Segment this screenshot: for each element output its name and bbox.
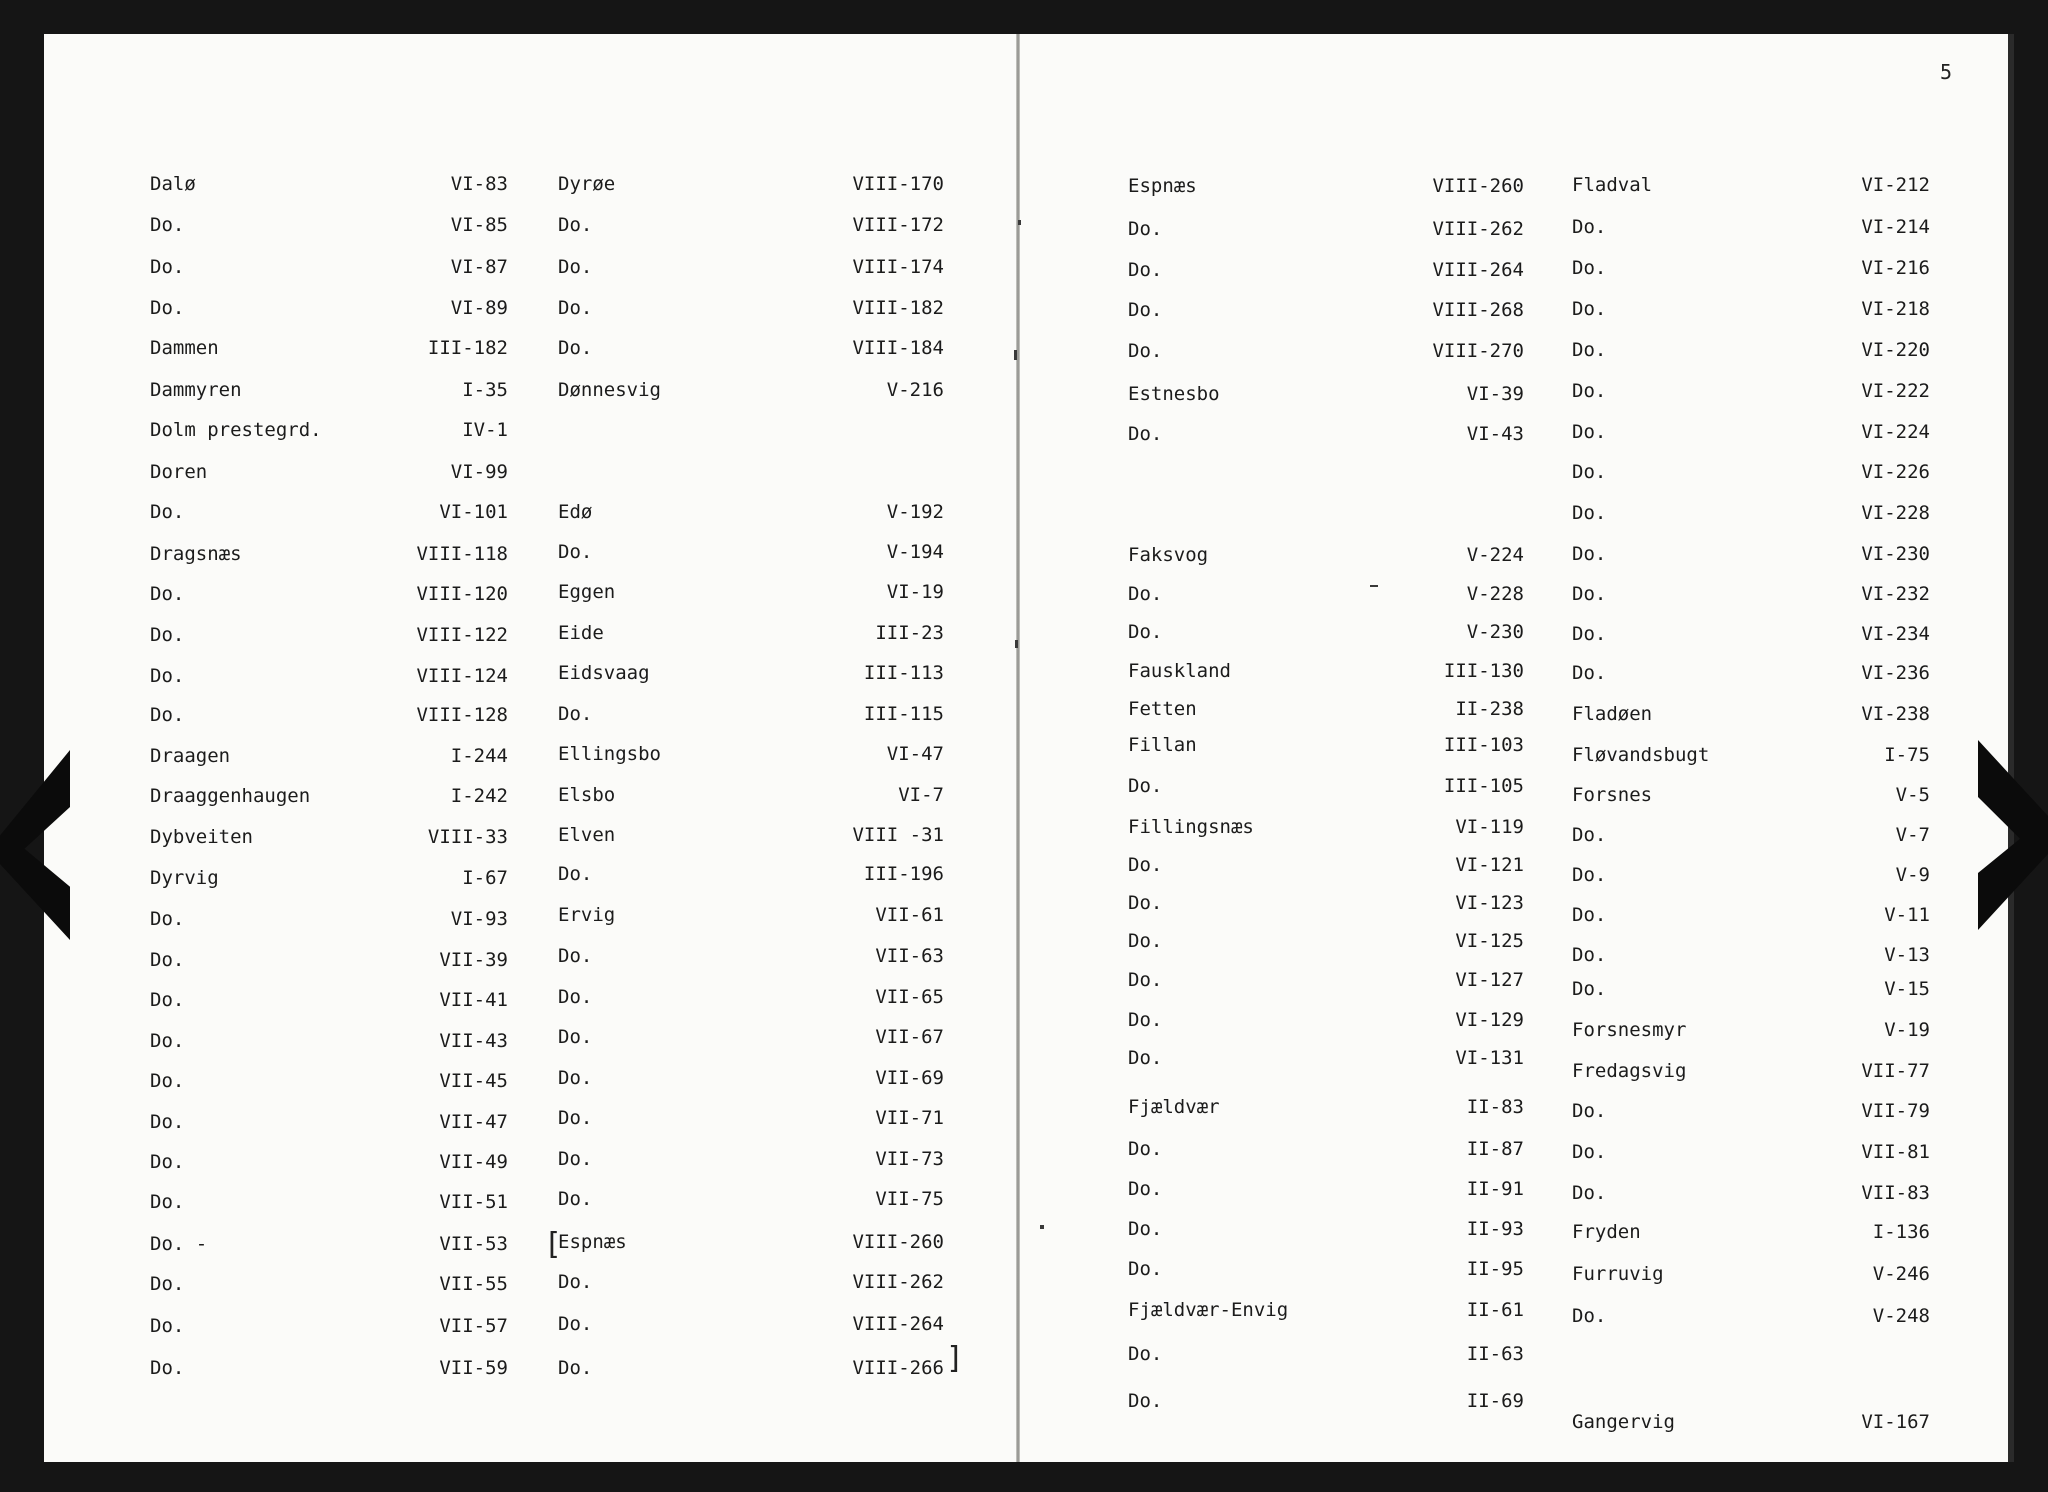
entry-reference: VIII -31 <box>852 824 944 846</box>
entry-place-name: Eidsvaag <box>558 662 650 684</box>
entry-reference: III-196 <box>863 863 944 885</box>
entry-reference: V-192 <box>886 501 944 523</box>
entry-reference: II-61 <box>1466 1299 1524 1321</box>
entry-place-name: Do. <box>1572 978 1607 1000</box>
entry-place-name: Do. <box>558 214 593 236</box>
entry-reference: V-9 <box>1895 864 1930 886</box>
entry-place-name: Do. <box>150 1357 185 1379</box>
entry-place-name: Eggen <box>558 581 616 603</box>
entry-reference: V-224 <box>1466 544 1524 566</box>
entry-place-name: Do. <box>558 1026 593 1048</box>
entry-place-name: Dønnesvig <box>558 379 661 401</box>
entry-place-name: Do. <box>1128 218 1163 240</box>
entry-place-name: Do. <box>1128 775 1163 797</box>
speck <box>1015 640 1018 648</box>
entry-reference: I-67 <box>462 867 508 889</box>
entry-reference: V-248 <box>1872 1305 1930 1327</box>
entry-reference: VII-49 <box>439 1151 508 1173</box>
entry-place-name: Do. <box>1572 1182 1607 1204</box>
entry-place-name: Fetten <box>1128 698 1197 720</box>
entry-reference: VII-39 <box>439 949 508 971</box>
entry-reference: VI-99 <box>450 461 508 483</box>
entry-reference: VII-51 <box>439 1191 508 1213</box>
entry-reference: V-15 <box>1884 978 1930 1000</box>
entry-reference: VIII-266 <box>852 1357 944 1379</box>
entry-reference: VIII-172 <box>852 214 944 236</box>
entry-reference: V-194 <box>886 541 944 563</box>
entry-place-name: Do. <box>150 949 185 971</box>
entry-place-name: Do. <box>1128 1343 1163 1365</box>
entry-reference: VII-79 <box>1861 1100 1930 1122</box>
entry-reference: I-35 <box>462 379 508 401</box>
entry-place-name: Draaggenhaugen <box>150 785 311 807</box>
entry-reference: VI-89 <box>450 297 508 319</box>
entry-reference: VI-39 <box>1466 383 1524 405</box>
entry-place-name: Do. <box>1572 461 1607 483</box>
entry-place-name: Do. <box>1128 1178 1163 1200</box>
entry-place-name: Do. <box>150 214 185 236</box>
entry-reference: VII-67 <box>875 1026 944 1048</box>
entry-reference: VI-47 <box>886 743 944 765</box>
entry-place-name: Elven <box>558 824 616 846</box>
entry-reference: III-130 <box>1443 660 1524 682</box>
entry-place-name: Do. <box>150 1315 185 1337</box>
entry-reference: VIII-122 <box>416 624 508 646</box>
entry-place-name: Do. <box>558 1107 593 1129</box>
entry-place-name: Do. <box>1128 340 1163 362</box>
entry-place-name: Do. <box>1128 1218 1163 1240</box>
page-edge <box>2008 34 2014 1462</box>
speck <box>1014 350 1017 360</box>
entry-place-name: Dyrøe <box>558 173 616 195</box>
entry-place-name: Do. <box>1572 944 1607 966</box>
entry-place-name: Estnesbo <box>1128 383 1220 405</box>
entry-reference: VII-43 <box>439 1030 508 1052</box>
entry-reference: VII-73 <box>875 1148 944 1170</box>
entry-reference: VII-57 <box>439 1315 508 1337</box>
entry-reference: II-69 <box>1466 1390 1524 1412</box>
entry-place-name: Fladval <box>1572 174 1653 196</box>
entry-reference: I-244 <box>450 745 508 767</box>
entry-place-name: Forsnes <box>1572 784 1653 806</box>
entry-reference: VIII-184 <box>852 337 944 359</box>
entry-place-name: Do. <box>1128 583 1163 605</box>
entry-reference: VI-43 <box>1466 423 1524 445</box>
entry-place-name: Gangervig <box>1572 1411 1675 1433</box>
entry-place-name: Do. <box>558 945 593 967</box>
entry-reference: III-103 <box>1443 734 1524 756</box>
speck <box>1040 1225 1044 1229</box>
entry-place-name: Fillan <box>1128 734 1197 756</box>
entry-reference: V-230 <box>1466 621 1524 643</box>
entry-reference: VI-218 <box>1861 298 1930 320</box>
entry-place-name: Do. <box>150 908 185 930</box>
entry-place-name: Do. <box>150 624 185 646</box>
entry-place-name: Do. <box>150 583 185 605</box>
entry-place-name: Do. <box>1128 1390 1163 1412</box>
entry-reference: V-19 <box>1884 1019 1930 1041</box>
entry-place-name: Do. <box>1128 259 1163 281</box>
entry-reference: VIII-33 <box>427 826 508 848</box>
entry-place-name: Do. <box>558 1188 593 1210</box>
entry-reference: II-91 <box>1466 1178 1524 1200</box>
entry-reference: VIII-262 <box>852 1271 944 1293</box>
entry-place-name: Do. <box>1572 1305 1607 1327</box>
entry-place-name: Fladøen <box>1572 703 1653 725</box>
entry-reference: II-63 <box>1466 1343 1524 1365</box>
entry-reference: I-136 <box>1872 1221 1930 1243</box>
entry-reference: VI-232 <box>1861 583 1930 605</box>
entry-reference: VI-234 <box>1861 623 1930 645</box>
entry-reference: VIII-170 <box>852 173 944 195</box>
entry-reference: VIII-268 <box>1432 299 1524 321</box>
entry-reference: VII-83 <box>1861 1182 1930 1204</box>
entry-place-name: Do. <box>150 256 185 278</box>
entry-reference: VI-131 <box>1455 1047 1524 1069</box>
entry-place-name: Do. <box>1128 930 1163 952</box>
entry-reference: VII-47 <box>439 1111 508 1133</box>
entry-place-name: Do. <box>1572 623 1607 645</box>
speck <box>1018 220 1021 225</box>
entry-reference: VII-53 <box>439 1233 508 1255</box>
entry-place-name: Eide <box>558 622 604 644</box>
entry-place-name: Do. <box>150 1111 185 1133</box>
entry-place-name: Do. <box>558 1271 593 1293</box>
entry-place-name: Do. <box>558 541 593 563</box>
entry-place-name: Do. <box>1128 423 1163 445</box>
entry-reference: VIII-118 <box>416 543 508 565</box>
entry-reference: VI-83 <box>450 173 508 195</box>
entry-place-name: Do. <box>1572 824 1607 846</box>
page-number: 5 <box>1940 60 1953 84</box>
entry-reference: III-105 <box>1443 775 1524 797</box>
entry-place-name: Do. <box>1572 583 1607 605</box>
entry-reference: VI-220 <box>1861 339 1930 361</box>
entry-reference: VII-81 <box>1861 1141 1930 1163</box>
entry-place-name: Do. <box>1572 380 1607 402</box>
entry-reference: VI-119 <box>1455 816 1524 838</box>
entry-place-name: Do. <box>558 1357 593 1379</box>
entry-reference: II-238 <box>1455 698 1524 720</box>
entry-reference: II-83 <box>1466 1096 1524 1118</box>
entry-reference: II-93 <box>1466 1218 1524 1240</box>
entry-reference: VII-61 <box>875 904 944 926</box>
entry-reference: VIII-264 <box>852 1313 944 1335</box>
entry-place-name: Fillingsnæs <box>1128 816 1254 838</box>
entry-place-name: Dyrvig <box>150 867 219 889</box>
entry-place-name: Do. - <box>150 1233 208 1255</box>
entry-reference: VIII-124 <box>416 665 508 687</box>
entry-reference: VI-85 <box>450 214 508 236</box>
entry-place-name: Do. <box>150 989 185 1011</box>
entry-reference: VI-129 <box>1455 1009 1524 1031</box>
entry-place-name: Dybveiten <box>150 826 253 848</box>
entry-reference: VIII-128 <box>416 704 508 726</box>
entry-reference: VIII-264 <box>1432 259 1524 281</box>
entry-place-name: Do. <box>1128 892 1163 914</box>
entry-place-name: Do. <box>1128 299 1163 321</box>
entry-reference: I-75 <box>1884 744 1930 766</box>
entry-reference: VI-125 <box>1455 930 1524 952</box>
entry-reference: VII-69 <box>875 1067 944 1089</box>
speck <box>1370 585 1378 587</box>
entry-place-name: Do. <box>1128 1009 1163 1031</box>
entry-place-name: Do. <box>558 1313 593 1335</box>
entry-reference: VIII-174 <box>852 256 944 278</box>
entry-place-name: Do. <box>1572 257 1607 279</box>
entry-reference: VIII-120 <box>416 583 508 605</box>
entry-reference: VI-236 <box>1861 662 1930 684</box>
entry-place-name: Do. <box>150 1151 185 1173</box>
entry-reference: VII-65 <box>875 986 944 1008</box>
entry-place-name: Do. <box>1572 216 1607 238</box>
entry-reference: VI-87 <box>450 256 508 278</box>
entry-place-name: Dammen <box>150 337 219 359</box>
entry-place-name: Do. <box>558 256 593 278</box>
entry-reference: VIII-182 <box>852 297 944 319</box>
entry-place-name: Do. <box>150 1191 185 1213</box>
entry-reference: VIII-260 <box>852 1231 944 1253</box>
entry-place-name: Do. <box>1572 904 1607 926</box>
entry-place-name: Do. <box>150 297 185 319</box>
entry-place-name: Espnæs <box>1128 175 1197 197</box>
entry-place-name: Do. <box>558 337 593 359</box>
entry-place-name: Do. <box>1572 1141 1607 1163</box>
entry-place-name: Faksvog <box>1128 544 1209 566</box>
entry-reference: VII-41 <box>439 989 508 1011</box>
entry-reference: VI-127 <box>1455 969 1524 991</box>
entry-place-name: Do. <box>1572 543 1607 565</box>
entry-reference: VI-7 <box>898 784 944 806</box>
entry-place-name: Do. <box>558 863 593 885</box>
entry-reference: VI-222 <box>1861 380 1930 402</box>
entry-place-name: Fløvandsbugt <box>1572 744 1710 766</box>
entry-place-name: Fjældvær <box>1128 1096 1220 1118</box>
entry-place-name: Do. <box>1572 1100 1607 1122</box>
entry-reference: VI-216 <box>1861 257 1930 279</box>
entry-place-name: Draagen <box>150 745 231 767</box>
entry-place-name: Dragsnæs <box>150 543 242 565</box>
entry-reference: VII-45 <box>439 1070 508 1092</box>
entry-place-name: Do. <box>558 1067 593 1089</box>
entry-place-name: Do. <box>150 501 185 523</box>
entry-reference: VI-238 <box>1861 703 1930 725</box>
entry-reference: III-23 <box>875 622 944 644</box>
entry-place-name: Do. <box>1128 1258 1163 1280</box>
entry-place-name: Do. <box>558 1148 593 1170</box>
entry-place-name: Doren <box>150 461 208 483</box>
entry-place-name: Dammyren <box>150 379 242 401</box>
entry-place-name: Do. <box>1572 298 1607 320</box>
entry-reference: VI-224 <box>1861 421 1930 443</box>
entry-place-name: Ellingsbo <box>558 743 661 765</box>
entry-place-name: Do. <box>150 1273 185 1295</box>
entry-reference: VI-212 <box>1861 174 1930 196</box>
entry-reference: V-13 <box>1884 944 1930 966</box>
entry-place-name: Elsbo <box>558 784 616 806</box>
entry-reference: II-95 <box>1466 1258 1524 1280</box>
entry-reference: I-242 <box>450 785 508 807</box>
entry-reference: V-11 <box>1884 904 1930 926</box>
entry-place-name: Do. <box>150 1030 185 1052</box>
entry-reference: VI-226 <box>1861 461 1930 483</box>
entry-reference: VII-71 <box>875 1107 944 1129</box>
entry-reference: III-115 <box>863 703 944 725</box>
entry-reference: V-7 <box>1895 824 1930 846</box>
entry-reference: IV-1 <box>462 419 508 441</box>
entry-reference: VI-19 <box>886 581 944 603</box>
entry-reference: VIII-260 <box>1432 175 1524 197</box>
entry-place-name: Do. <box>1128 969 1163 991</box>
entry-place-name: Furruvig <box>1572 1263 1664 1285</box>
entry-place-name: Dolm prestegrd. <box>150 419 322 441</box>
entry-reference: V-228 <box>1466 583 1524 605</box>
entry-place-name: Do. <box>1128 1138 1163 1160</box>
entry-place-name: Do. <box>558 297 593 319</box>
entry-reference: VII-75 <box>875 1188 944 1210</box>
entry-place-name: Do. <box>150 1070 185 1092</box>
left-bracket-mark: [ <box>548 1227 560 1262</box>
entry-place-name: Do. <box>558 703 593 725</box>
entry-place-name: Do. <box>1572 864 1607 886</box>
entry-place-name: Forsnesmyr <box>1572 1019 1687 1041</box>
entry-place-name: Do. <box>1572 662 1607 684</box>
entry-reference: VIII-262 <box>1432 218 1524 240</box>
entry-reference: VI-101 <box>439 501 508 523</box>
entry-reference: VII-63 <box>875 945 944 967</box>
entry-place-name: Dalø <box>150 173 196 195</box>
book-gutter <box>1016 34 1020 1462</box>
entry-reference: VI-230 <box>1861 543 1930 565</box>
entry-reference: II-87 <box>1466 1138 1524 1160</box>
entry-reference: VII-77 <box>1861 1060 1930 1082</box>
entry-reference: VI-167 <box>1861 1411 1930 1433</box>
entry-place-name: Do. <box>1572 421 1607 443</box>
entry-place-name: Fjældvær-Envig <box>1128 1299 1289 1321</box>
right-bracket-mark: ] <box>948 1341 960 1376</box>
entry-reference: V-216 <box>886 379 944 401</box>
entry-place-name: Fauskland <box>1128 660 1231 682</box>
entry-place-name: Do. <box>1128 621 1163 643</box>
entry-place-name: Ervig <box>558 904 616 926</box>
entry-reference: VI-121 <box>1455 854 1524 876</box>
entry-place-name: Do. <box>1128 1047 1163 1069</box>
entry-place-name: Espnæs <box>558 1231 627 1253</box>
entry-place-name: Do. <box>150 665 185 687</box>
entry-reference: V-246 <box>1872 1263 1930 1285</box>
entry-place-name: Do. <box>150 704 185 726</box>
entry-reference: VI-214 <box>1861 216 1930 238</box>
entry-reference: VII-59 <box>439 1357 508 1379</box>
entry-reference: VIII-270 <box>1432 340 1524 362</box>
entry-reference: V-5 <box>1895 784 1930 806</box>
entry-reference: VI-228 <box>1861 502 1930 524</box>
entry-place-name: Fredagsvig <box>1572 1060 1687 1082</box>
entry-place-name: Do. <box>558 986 593 1008</box>
entry-place-name: Do. <box>1572 339 1607 361</box>
entry-place-name: Fryden <box>1572 1221 1641 1243</box>
entry-reference: III-182 <box>427 337 508 359</box>
entry-place-name: Edø <box>558 501 593 523</box>
entry-reference: VII-55 <box>439 1273 508 1295</box>
entry-place-name: Do. <box>1572 502 1607 524</box>
entry-reference: VI-93 <box>450 908 508 930</box>
entry-place-name: Do. <box>1128 854 1163 876</box>
entry-reference: VI-123 <box>1455 892 1524 914</box>
entry-reference: III-113 <box>863 662 944 684</box>
